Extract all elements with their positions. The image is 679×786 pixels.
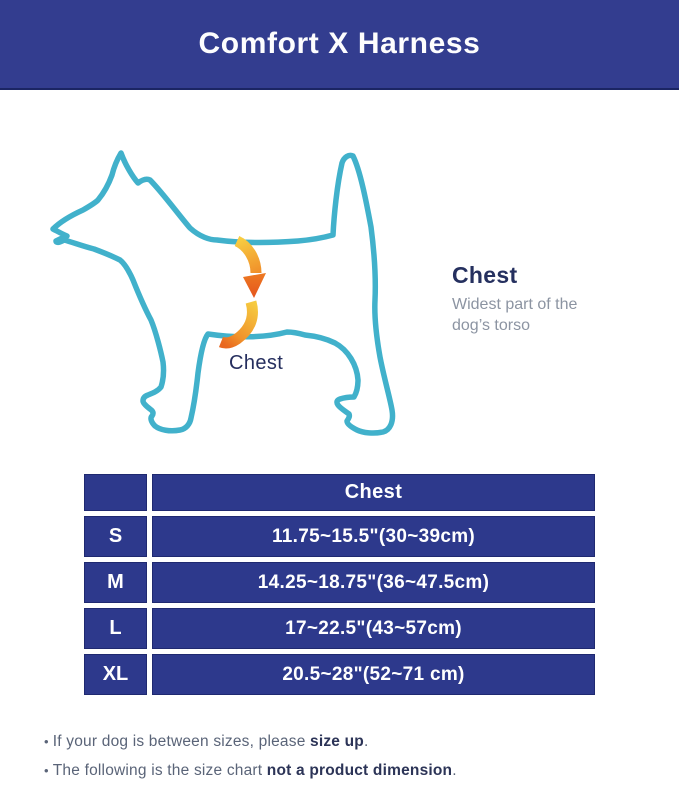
bullet-icon: •	[44, 734, 49, 749]
note-not-product-dimension	[44, 763, 457, 779]
page-title: Comfort X Harness	[198, 27, 481, 60]
table-corner-cell	[84, 474, 147, 511]
footer-notes	[44, 734, 457, 786]
note-size-up	[44, 734, 457, 750]
bullet-icon: •	[44, 763, 49, 778]
size-label-l: L	[84, 608, 147, 649]
callout-description: Widest part of the dog’s torso	[452, 296, 578, 334]
note-suffix: .	[363, 733, 369, 750]
note-bold-text: not a product dimension	[266, 762, 453, 779]
size-table	[84, 474, 595, 695]
dog-outline	[53, 153, 393, 433]
note-bold-text: size up	[310, 733, 364, 750]
chest-value-xl: 20.5~28"(52~71 cm)	[152, 654, 595, 695]
dog-diagram-illustration	[40, 130, 440, 460]
chest-value-m: 14.25~18.75"(36~47.5cm)	[152, 562, 595, 603]
callout-title: Chest	[452, 262, 518, 288]
chest-value-l: 17~22.5"(43~57cm)	[152, 608, 595, 649]
size-label-s: S	[84, 516, 147, 557]
page-header	[0, 0, 679, 90]
note-text: The following is the size chart	[52, 762, 267, 779]
note-text: If your dog is between sizes, please	[52, 733, 311, 750]
diagram-chest-label: Chest	[229, 352, 284, 374]
chest-value-s: 11.75~15.5"(30~39cm)	[152, 516, 595, 557]
note-suffix: .	[452, 762, 457, 779]
size-label-m: M	[84, 562, 147, 603]
size-label-xl: XL	[84, 654, 147, 695]
table-column-header-chest: Chest	[152, 474, 595, 511]
chest-callout	[452, 262, 622, 336]
